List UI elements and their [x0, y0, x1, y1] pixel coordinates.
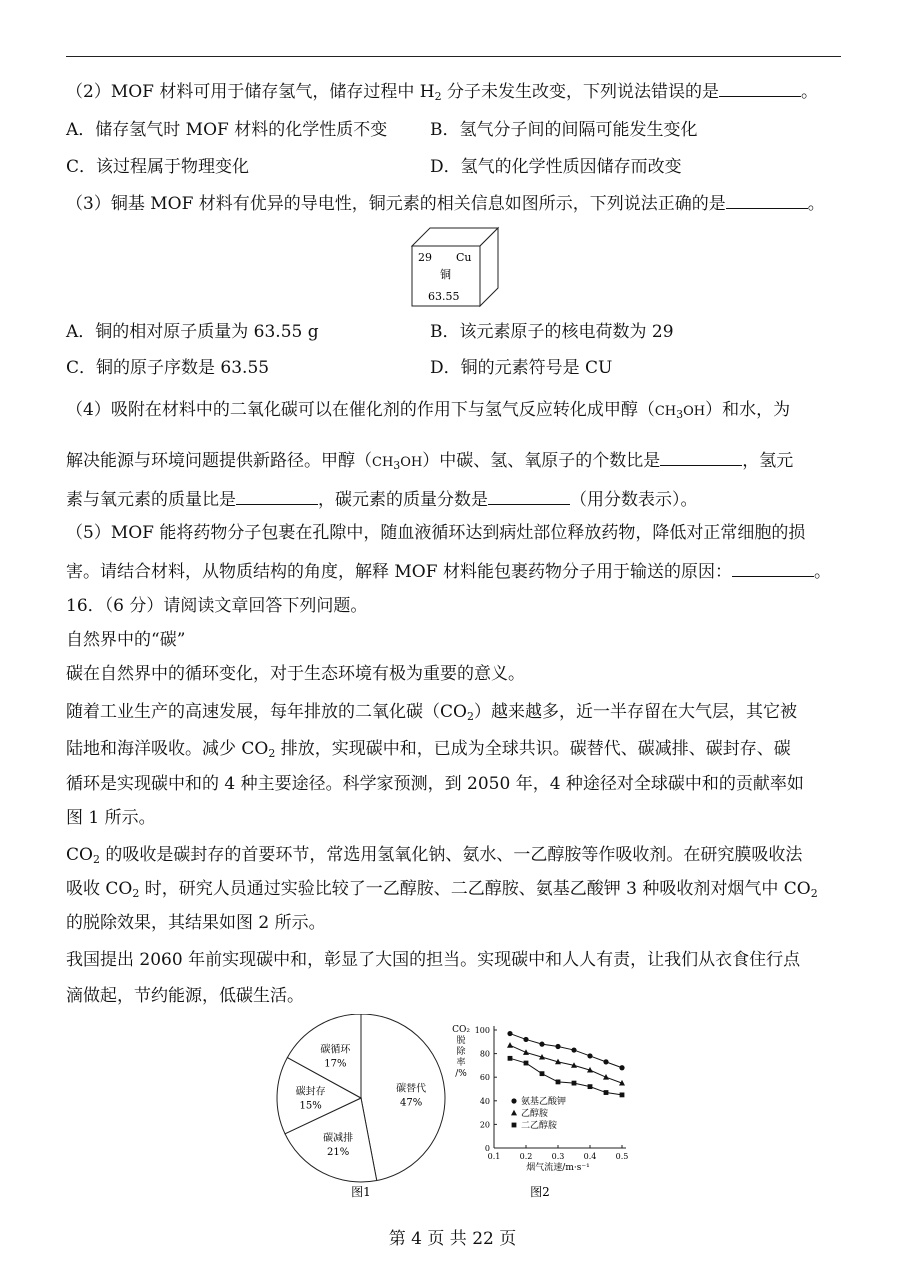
pie-slice-value: 47%: [400, 1097, 423, 1109]
y-axis-label: 除: [456, 1047, 466, 1057]
element-mass: 63.55: [428, 290, 460, 303]
data-point: [587, 1053, 592, 1058]
x-tick-label: 0.2: [519, 1152, 533, 1161]
data-point: [604, 1090, 609, 1095]
pie-slice-label: 碳循环: [320, 1044, 351, 1056]
data-point: [511, 1110, 517, 1116]
q3-option-a: A．铜的相对原子质量为 63.55 g: [66, 322, 319, 342]
q2-option-c: C．该过程属于物理变化: [66, 157, 250, 177]
legend-entry: 二乙醇胺: [521, 1121, 558, 1131]
figure-2-caption: 图2: [530, 1185, 550, 1199]
pie-slice-value: 17%: [324, 1058, 347, 1070]
y-axis-label: 率: [456, 1058, 466, 1068]
page-footer: 第 4 页 共 22 页: [388, 1229, 517, 1249]
article-title: 自然界中的“碳”: [66, 630, 186, 650]
data-point: [620, 1093, 625, 1098]
copper-element-card: [410, 226, 500, 308]
data-point: [508, 1056, 513, 1061]
q4-ratio-blank[interactable]: [660, 447, 742, 466]
article-p2-l4: 图 1 所示。: [66, 808, 156, 828]
q5-line-2: 害。请结合材料，从物质结构的角度，解释 MOF 材料能包裹药物分子用于输送的原因： 。: [66, 558, 856, 584]
figure-1-pie-chart: [266, 1014, 456, 1204]
article-p4-l1: 我国提出 2060 年前实现碳中和，彰显了大国的担当。实现碳中和人人有责，让我们从衣食住行点: [66, 950, 801, 970]
article-p3-l2: 吸收 $CO_2$ 时，研究人员通过实验比较了一乙醇胺、二乙醇胺、氨基乙酸钾 3 种吸收剂对烟气中 $CO_2$: [66, 879, 818, 900]
element-symbol: Cu: [456, 251, 472, 264]
header-rule: [66, 56, 841, 57]
y-tick-label: 40: [479, 1096, 490, 1106]
q3-stem: （3）铜基 MOF 材料有优异的导电性，铜元素的相关信息如图所示，下列说法正确的是 。: [66, 190, 856, 216]
y-tick-label: 100: [474, 1026, 490, 1035]
y-tick-label: 0: [484, 1144, 490, 1153]
data-point: [523, 1037, 528, 1042]
data-point: [619, 1065, 624, 1070]
y-axis-label: 脱: [456, 1036, 466, 1046]
x-tick-label: 0.5: [615, 1152, 629, 1161]
data-point: [571, 1047, 576, 1052]
data-point: [507, 1031, 512, 1036]
x-tick-label: 0.1: [487, 1152, 501, 1161]
article-p2-l3: 循环是实现碳中和的 4 种主要途径。科学家预测，到 2050 年，4 种途径对全球碳中和的贡献率如: [66, 774, 804, 794]
y-tick-label: 60: [479, 1073, 490, 1083]
y-axis-label: /%: [455, 1069, 467, 1079]
q5-line-1: （5）MOF 能将药物分子包裹在孔隙中，随血液循环达到病灶部位释放药物，降低对正常细胞的损: [66, 523, 806, 543]
x-axis-label: 烟气流速/m·s⁻¹: [526, 1163, 590, 1173]
q16-heading: 16．（6 分）请阅读文章回答下列问题。: [66, 596, 368, 616]
pie-slice-label: 碳替代: [396, 1083, 427, 1095]
x-tick-label: 0.3: [551, 1152, 565, 1161]
data-point: [556, 1080, 561, 1085]
data-point: [540, 1071, 545, 1076]
data-point: [512, 1123, 517, 1128]
q2-option-a: A．储存氢气时 MOF 材料的化学性质不变: [66, 120, 388, 140]
article-p2-l2: 陆地和海洋吸收。减少 $CO_2$ 排放，实现碳中和，已成为全球共识。碳替代、碳减排、碳封存、碳: [66, 739, 791, 760]
q3-option-d: D．铜的元素符号是 CU: [430, 358, 613, 378]
q5-answer-blank[interactable]: [732, 558, 814, 577]
figure-1-caption: 图1: [351, 1185, 371, 1199]
q2-stem: （2）MOF 材料可用于储存氢气，储存过程中 $H_2$ 分子未发生改变，下列说法错误的是 。: [66, 78, 856, 109]
element-number: 29: [418, 251, 432, 264]
legend-entry: 乙醇胺: [521, 1109, 549, 1119]
data-point: [524, 1061, 529, 1066]
data-point: [572, 1081, 577, 1086]
q2-option-b: B．氢气分子间的间隔可能发生变化: [430, 120, 698, 140]
q3-option-c: C．铜的原子序数是 63.55: [66, 358, 270, 378]
y-axis-label: CO₂: [452, 1025, 470, 1035]
data-point: [588, 1084, 593, 1089]
data-point: [511, 1098, 516, 1103]
article-p4-l2: 滴做起，节约能源，低碳生活。: [66, 986, 304, 1006]
methanol-formula: $CH_3OH$: [654, 404, 706, 421]
element-name: 铜: [440, 268, 451, 281]
q4-mass-fraction-blank[interactable]: [488, 486, 570, 505]
article-p1: 碳在自然界中的循环变化，对于生态环境有极为重要的意义。: [66, 664, 525, 684]
pie-slice-value: 15%: [299, 1100, 322, 1112]
x-tick-label: 0.4: [583, 1152, 597, 1161]
pie-slice-label: 碳封存: [295, 1086, 326, 1098]
data-point: [603, 1059, 608, 1064]
pie-slice-label: 碳减排: [323, 1132, 354, 1144]
q3-answer-blank[interactable]: [726, 190, 808, 209]
q4-line-1: （4）吸附在材料中的二氧化碳可以在催化剂的作用下与氢气反应转化成甲醇$(CH_3OH)$和水，为: [66, 400, 791, 421]
article-p3-l1: $CO_2$ 的吸收是碳封存的首要环节，常选用氢氧化钠、氨水、一乙醇胺等作吸收剂。在研究膜吸收法: [66, 845, 803, 866]
article-p3-l3: 的脱除效果，其结果如图 2 所示。: [66, 913, 326, 933]
data-point: [539, 1042, 544, 1047]
legend-entry: 氨基乙酸钾: [521, 1097, 567, 1107]
q4-line-2: 解决能源与环境问题提供新路径。甲醇$(CH_3OH)$中碳、氢、氧原子的个数比是 ，氢元: [66, 447, 856, 478]
y-tick-label: 80: [479, 1049, 490, 1059]
methanol-formula: $CH_3OH$: [372, 455, 423, 472]
q4-mass-ratio-blank[interactable]: [236, 486, 318, 505]
q2-answer-blank[interactable]: [719, 78, 801, 97]
figure-2-line-chart: [446, 1016, 646, 1204]
data-point: [507, 1042, 513, 1048]
q4-line-3: 素与氧元素的质量比是 ，碳元素的质量分数是 （用分数表示）。: [66, 486, 856, 512]
q3-option-b: B．该元素原子的核电荷数为 29: [430, 322, 674, 342]
article-p2-l1: 随着工业生产的高速发展，每年排放的二氧化碳$(CO_2)$越来越多，近一半存留在大气层，其它被: [66, 702, 797, 723]
q2-option-d: D．氢气的化学性质因储存而改变: [430, 157, 682, 177]
y-tick-label: 20: [479, 1120, 490, 1130]
pie-slice-value: 21%: [327, 1146, 350, 1158]
data-point: [555, 1044, 560, 1049]
